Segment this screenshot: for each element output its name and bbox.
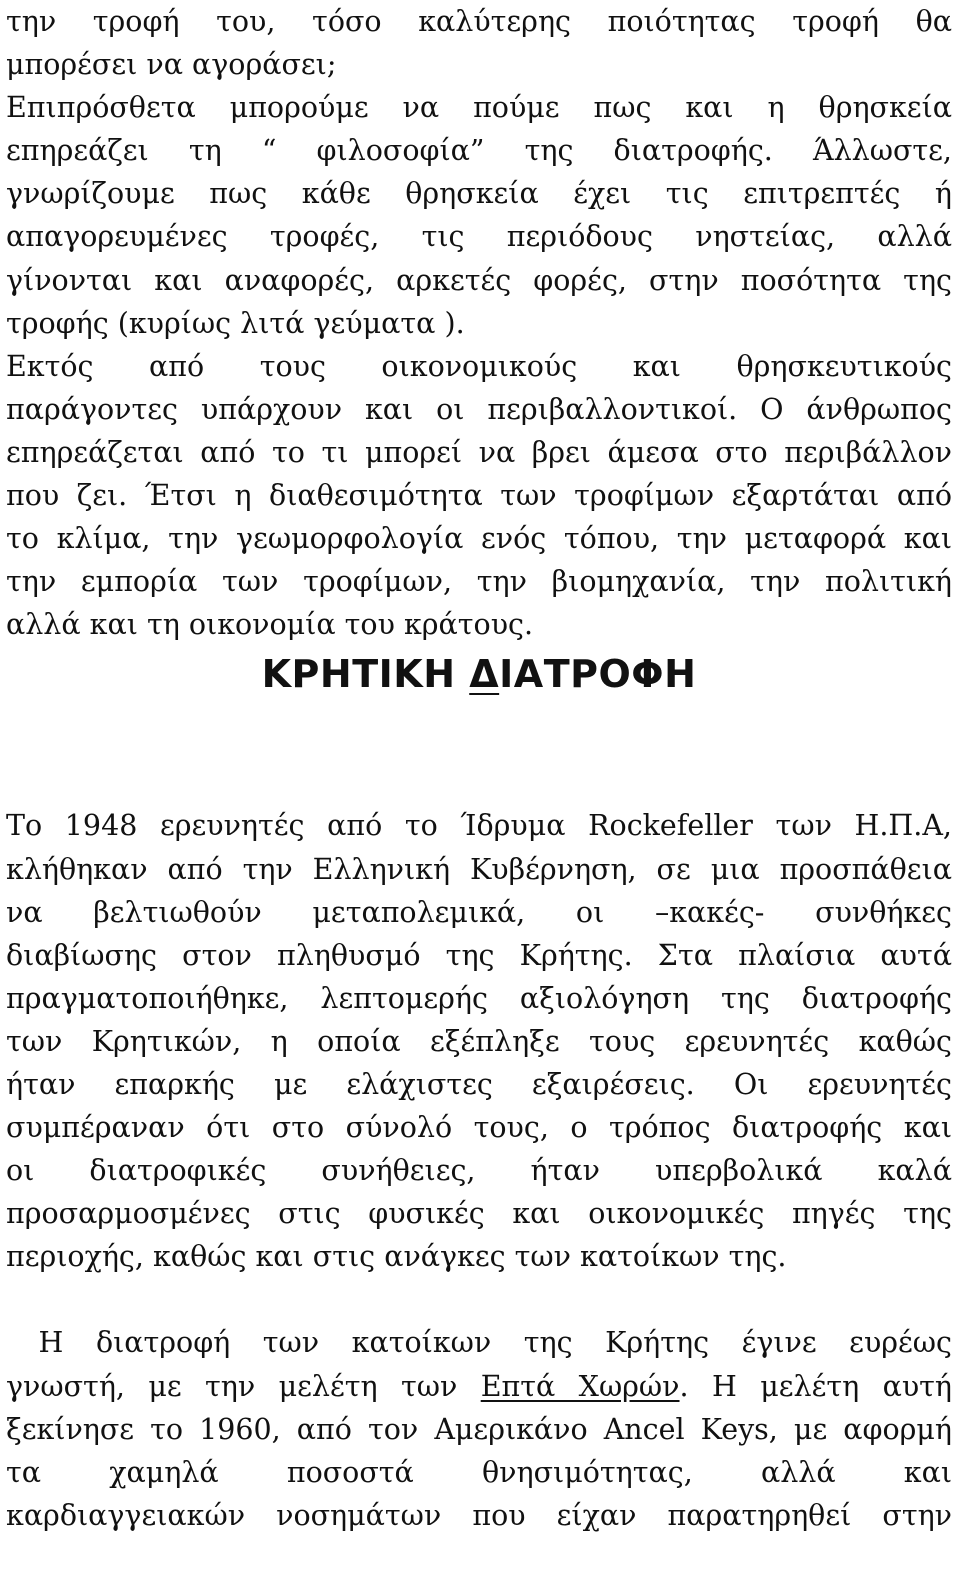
text-line: μπορέσει να αγοράσει;: [6, 48, 337, 82]
text-line: τροφής (κυρίως λιτά γεύματα ).: [6, 306, 465, 340]
text-line: τα χαμηλά ποσοστά θνησιμότητας, αλλά και: [6, 1455, 952, 1489]
text-line: συμπέραναν ότι στο σύνολό τους, ο τρόπος διατροφής και: [6, 1111, 952, 1145]
text-line: γίνονται και αναφορές, αρκετές φορές, στην ποσότητα της: [6, 263, 952, 297]
text-line: το κλίμα, την γεωμορφολογία ενός τόπου, την μεταφορά και: [6, 522, 952, 556]
text-line: προσαρμοσμένες στις φυσικές και οικονομικές πηγές της: [6, 1197, 952, 1231]
document-page: [6, 0, 952, 1537]
section-heading: [262, 652, 697, 696]
text-line: αλλά και τη οικονομία του κράτους.: [6, 608, 534, 642]
text-line: παράγοντες υπάρχουν και οι περιβαλλοντικοί. Ο άνθρωπος: [6, 392, 952, 426]
text-line: διαβίωσης στον πληθυσμό της Κρήτης. Στα πλαίσια αυτά: [6, 938, 952, 972]
text-line: Επιπρόσθετα μπορούμε να πούμε πως και η θρησκεία: [6, 91, 952, 125]
seven-countries-link[interactable]: Επτά Χωρών: [480, 1369, 680, 1403]
text-line: των Κρητικών, η οποία εξέπληξε τους ερευνητές καθώς: [6, 1024, 952, 1058]
text-line: Η διατροφή των κατοίκων της Κρήτης έγινε ευρέως: [6, 1326, 952, 1360]
text-line: επηρεάζεται από το τι μπορεί να βρει άμεσα στο περιβάλλον: [6, 435, 952, 469]
paragraph-1: [6, 0, 952, 646]
text-line: ήταν επαρκής με ελάχιστες εξαιρέσεις. Οι ερευνητές: [6, 1067, 952, 1101]
heading-text-part: ΙΑΤΡΟΦΗ: [499, 652, 697, 697]
text-line: καρδιαγγειακών νοσημάτων που είχαν παρατηρηθεί στην: [6, 1498, 952, 1532]
text-line: την εμπορία των τροφίμων, την βιομηχανία, την πολιτική: [6, 565, 952, 599]
paragraph-3: [6, 1321, 952, 1536]
spacer: [6, 1278, 952, 1321]
heading-text-part: ΚΡΗΤΙΚΗ: [261, 652, 470, 697]
heading-underlined-letter: Δ: [469, 652, 500, 697]
spacer: [6, 740, 952, 804]
text-line: γνωρίζουμε πως κάθε θρησκεία έχει τις επιτρεπτές ή: [6, 177, 952, 211]
text-line: να βελτιωθούν μεταπολεμικά, οι –κακές- συνθήκες: [6, 895, 952, 929]
text-line: ξεκίνησε το 1960, από τον Αμερικάνο Ancel Keys, με αφορμή: [6, 1412, 952, 1446]
text-line: οι διατροφικές συνήθειες, ήταν υπερβολικά καλά: [6, 1154, 952, 1188]
text-line: [6, 1365, 952, 1408]
text-line: επηρεάζει τη “ φιλοσοφία” της διατροφής. Άλλωστε,: [6, 134, 952, 168]
text-line: Εκτός από τους οικονομικούς και θρησκευτικούς: [6, 349, 952, 383]
text-segment: . Η μελέτη αυτή: [679, 1369, 952, 1403]
section-heading-row: [6, 646, 952, 740]
text-line: κλήθηκαν από την Ελληνική Κυβέρνηση, σε μια προσπάθεια: [6, 852, 952, 886]
text-line: περιοχής, καθώς και στις ανάγκες των κατοίκων της.: [6, 1240, 787, 1274]
text-line: που ζει. Έτσι η διαθεσιμότητα των τροφίμων εξαρτάται από: [6, 479, 952, 513]
text-line: την τροφή του, τόσο καλύτερης ποιότητας τροφή θα: [6, 5, 952, 38]
text-segment: γνωστή, με την μελέτη των: [6, 1369, 481, 1403]
text-line: πραγματοποιήθηκε, λεπτομερής αξιολόγηση της διατροφής: [6, 981, 952, 1015]
paragraph-2: [6, 804, 952, 1278]
text-line: Το 1948 ερευνητές από το Ίδρυμα Rockefeller των Η.Π.Α,: [6, 809, 952, 843]
text-line: απαγορευμένες τροφές, τις περιόδους νηστείας, αλλά: [6, 220, 952, 254]
